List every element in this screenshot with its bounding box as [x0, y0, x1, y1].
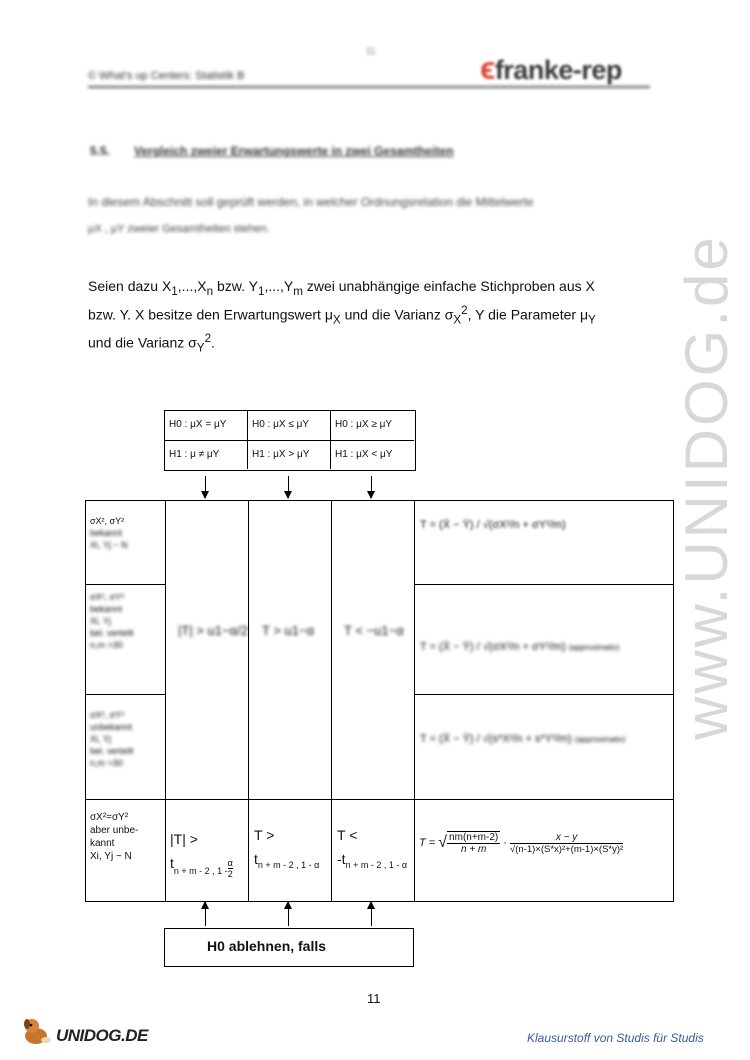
table-row-line — [86, 694, 165, 695]
decision-top-2: T > u1−α — [262, 623, 315, 638]
h0-cell-3: H0 : μX ≥ μY — [335, 419, 393, 430]
dog-mascot-icon — [20, 1014, 54, 1048]
h1-cell-1: H1 : μ ≠ μY — [165, 440, 248, 469]
watermark-text: www.UNIDOG.de — [673, 234, 740, 740]
arrow-down-1 — [205, 476, 206, 498]
decision-bottom-2: T > $t_{n + m - 2 , 1 - \alpha}$ — [254, 827, 320, 870]
table-row-line — [86, 799, 673, 800]
franke-rep-logo — [480, 50, 622, 87]
decision-bottom-1: |T| > $t_{n + m - 2 , 1 -}$ $\frac{\alpha}{2}$ — [170, 831, 233, 879]
h1-cell-3: H1 : μX < μY — [331, 440, 414, 469]
formula-row-2: T = (X̄ − Ȳ) / √(σX²/n + σY²/m) (approximativ) — [420, 641, 620, 653]
test-table — [85, 500, 674, 902]
arrow-down-2 — [288, 476, 289, 498]
table-col-line — [331, 501, 332, 901]
table-row-line — [86, 584, 165, 585]
hypotheses-box — [164, 410, 416, 471]
h0-cell-2: H0 : μX ≤ μY — [248, 411, 331, 440]
intro-line-2: μX , μY zweier Gesamtheiten stehen. — [88, 223, 270, 235]
paragraph-line-3: und die Varianz $\sigma_Y^2$. — [88, 332, 215, 355]
h0-cell-1: H0 : μX = μY — [165, 411, 248, 440]
section-number: 5.5. — [90, 144, 111, 158]
table-col-line — [414, 501, 415, 901]
row-label-1: σX², σY² bekannt Xi, Yj ~ N — [90, 516, 128, 550]
logo-text: franke-rep — [494, 55, 622, 85]
table-col-line — [165, 501, 166, 901]
arrow-up-3 — [371, 902, 372, 926]
unidog-brand: UNIDOG.DE — [56, 1026, 148, 1045]
logo-mark-icon: ϵ — [480, 50, 495, 86]
page-number: 11 — [367, 991, 381, 1006]
header-rule — [88, 86, 650, 88]
table-col-line — [248, 501, 249, 901]
h1-cell-2: H1 : μX > μY — [248, 440, 331, 469]
header-left-text: © What's up Centers: Statistik B — [88, 70, 245, 82]
section-title: Vergleich zweier Erwartungswerte in zwei Gesamtheiten — [134, 144, 454, 158]
reject-h0-label: H0 ablehnen, falls — [164, 928, 414, 967]
row-label-4: σX²=σY² aber unbe- kannt Xi, Yj ~ N — [90, 812, 139, 862]
header-page-marker: 11 — [366, 46, 376, 56]
formula-row-3: T = (X̄ − Ȳ) / √(s*X²/n + s*Y²/m) (approximativ) — [420, 733, 626, 745]
row-label-3: σX², σY² unbekannt Xi, Yj bel. verteilt n,m >30 — [90, 710, 134, 768]
row-label-2: σX², σY² bekannt Xi, Yj bel. verteilt n,m >30 — [90, 592, 134, 650]
arrow-down-3 — [371, 476, 372, 498]
table-row-line — [414, 584, 673, 585]
arrow-up-1 — [205, 902, 206, 926]
decision-top-3: T < −u1−α — [344, 623, 404, 638]
formula-row-1: T = (X̄ − Ȳ) / √(σX²/n + σY²/m) — [420, 519, 566, 531]
paragraph-line-2: bzw. Y. X besitze den Erwartungswert $\mu_X$ und die Varianz $\sigma_X^2$, Y die Parameter $\mu_Y$ — [88, 304, 596, 327]
paragraph-line-1: Seien dazu $X_1,...,X_n$ bzw. $Y_1,...,Y_m$ zwei unabhängige einfache Stichproben aus X — [88, 278, 595, 298]
arrow-up-2 — [288, 902, 289, 926]
table-row-line — [414, 694, 673, 695]
decision-bottom-3: T < $-t_{n + m - 2 , 1 - \alpha}$ — [337, 827, 408, 870]
decision-top-1: |T| > u1−α/2 — [178, 623, 248, 638]
intro-line-1: In diesem Abschnitt soll geprüft werden, in welcher Ordnungsrelation die Mittelwerte — [88, 195, 534, 209]
footer-tagline: Klausurstoff von Studis für Studis — [527, 1031, 704, 1045]
t-test-formula: T = √ $\frac{nm(n+m-2)}{n + m}$ · $\frac{x - y}{\text{√(n-1)×(S*x)²+(m-1)×(S*y)²}}$ — [419, 831, 624, 855]
